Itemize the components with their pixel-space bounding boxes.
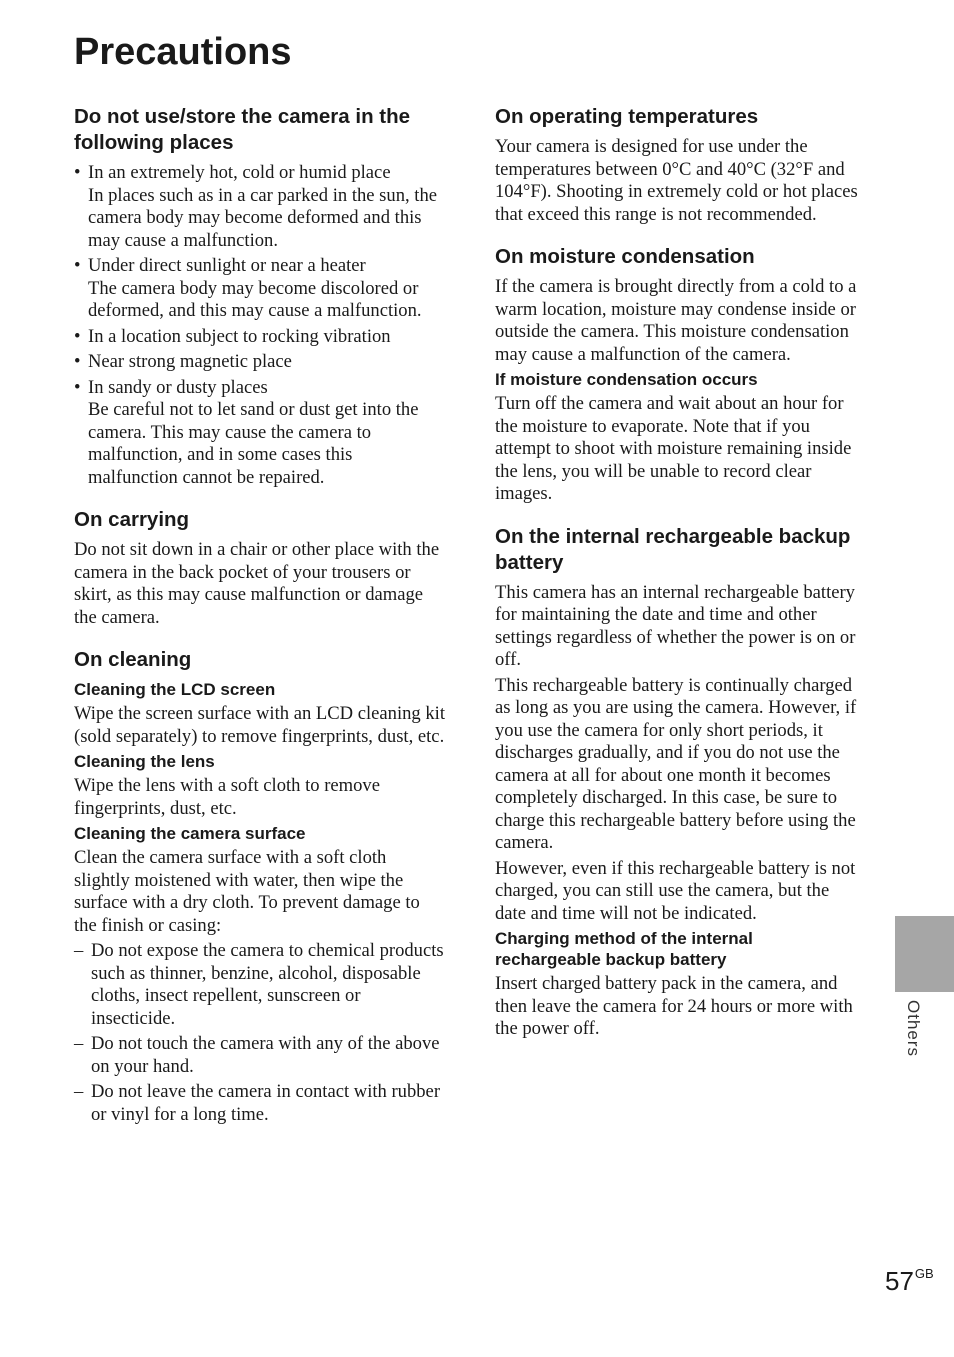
item-title: In sandy or dusty places	[88, 376, 268, 398]
page-number-suffix: GB	[914, 1266, 934, 1281]
subheading: Cleaning the LCD screen	[74, 680, 276, 699]
list-item	[74, 255, 446, 323]
subheading: Cleaning the camera surface	[74, 824, 306, 843]
section-text: This camera has an internal rechargeable battery for maintaining the date and time and other settings regardless of whether the power is on or off.	[495, 581, 856, 670]
section-operating-temperatures	[495, 104, 863, 226]
section-heading: On operating temperatures	[495, 105, 759, 128]
list-item	[74, 940, 446, 1030]
page-number-value: 57	[885, 1266, 914, 1296]
dash-marker: –	[74, 940, 84, 961]
bullet-marker: •	[74, 325, 81, 347]
left-column	[74, 104, 446, 1129]
section-text: Do not sit down in a chair or other place with the camera in the back pocket of your trousers or skirt, as this may cause malfunction or damage the camera.	[74, 539, 440, 628]
section-heading: On carrying	[74, 508, 190, 531]
section-heading: On cleaning	[74, 648, 192, 671]
page-title: Precautions	[74, 31, 292, 73]
dash-marker: –	[74, 1081, 84, 1102]
subsection-text: Turn off the camera and wait about an hour for the moisture to evaporate. Note that if you attempt to shoot with moisture remaining inside the lens, you will be unable to record clear images.	[495, 393, 852, 504]
item-title: In a location subject to rocking vibration	[88, 325, 391, 347]
section-tab-label	[903, 1000, 923, 1070]
section-tab-text: Others	[904, 1000, 923, 1058]
item-text: Do not leave the camera in contact with rubber or vinyl for a long time.	[91, 1081, 441, 1125]
list-item	[74, 1033, 446, 1078]
item-title: Near strong magnetic place	[88, 351, 292, 372]
section-heading: On the internal rechargeable backup battery	[495, 524, 851, 574]
subheading: If moisture condensation occurs	[495, 370, 758, 389]
bullet-marker: •	[74, 351, 81, 372]
item-title: Under direct sunlight or near a heater	[88, 255, 366, 276]
section-moisture-condensation	[495, 244, 863, 506]
item-title: In an extremely hot, cold or humid place	[88, 162, 391, 183]
section-heading: Do not use/store the camera in the following places	[74, 105, 411, 154]
subsection-text: Wipe the lens with a soft cloth to remove fingerprints, dust, etc.	[74, 775, 380, 819]
bullet-marker: •	[74, 255, 81, 276]
section-carrying	[74, 507, 446, 629]
subheading: Cleaning the lens	[74, 752, 215, 771]
item-text: Do not expose the camera to chemical products such as thinner, benzine, alcohol, disposable cloths, insect repellent, sunscreen or insecticide.	[91, 940, 444, 1029]
subheading: Charging method of the internal rechargeable backup battery	[495, 929, 753, 969]
list-item	[74, 162, 446, 252]
section-storage-places	[74, 104, 446, 489]
subsection-text: Insert charged battery pack in the camera, and then leave the camera for 24 hours or more with the power off.	[495, 973, 853, 1039]
list-item	[74, 377, 446, 490]
section-text: Your camera is designed for use under the temperatures between 0°C and 40°C (32°F and 104°F). Shooting in extremely cold or hot places that exceed this range is not recommended.	[495, 136, 858, 225]
page-number	[885, 1266, 934, 1297]
section-backup-battery	[495, 524, 863, 1041]
item-detail: Be careful not to let sand or dust get into the camera. This may cause the camera to malfunction, and in some cases this malfunction cannot be repaired.	[88, 399, 419, 488]
item-text: Do not touch the camera with any of the above on your hand.	[91, 1033, 440, 1077]
section-tab	[895, 916, 954, 992]
item-detail: The camera body may become discolored or deformed, and this may cause a malfunction.	[88, 277, 422, 321]
subsection-text: Clean the camera surface with a soft cloth slightly moistened with water, then wipe the surface with a dry cloth. To prevent damage to the finish or casing:	[74, 847, 420, 936]
bullet-marker: •	[74, 162, 81, 183]
subsection-text: Wipe the screen surface with an LCD cleaning kit (sold separately) to remove fingerprints, dust, etc.	[74, 703, 445, 747]
right-column	[495, 104, 863, 1044]
item-detail: In places such as in a car parked in the sun, the camera body may become deformed and this may cause a malfunction.	[88, 184, 438, 251]
section-text: However, even if this rechargeable battery is not charged, you can still use the camera, but the date and time will not be indicated.	[495, 857, 856, 924]
list-item	[74, 1081, 446, 1126]
storage-places-list	[74, 162, 446, 489]
section-text: This rechargeable battery is continually charged as long as you are using the camera. However, if you use the camera for only short periods, it discharges gradually, and if you do not use the camera at all for about one month it becomes completely discharged. In this case, be sure to charge this rechargeable battery before using the camera.	[495, 674, 857, 853]
dash-marker: –	[74, 1033, 84, 1054]
section-text: If the camera is brought directly from a cold to a warm location, moisture may condense inside or outside the camera. This moisture condensation may cause a malfunction of the camera.	[495, 276, 857, 365]
bullet-marker: •	[74, 376, 81, 398]
section-heading: On moisture condensation	[495, 245, 755, 268]
list-item	[74, 351, 446, 374]
list-item	[74, 326, 446, 349]
section-cleaning	[74, 647, 446, 1126]
cleaning-cautions-list	[74, 940, 446, 1126]
